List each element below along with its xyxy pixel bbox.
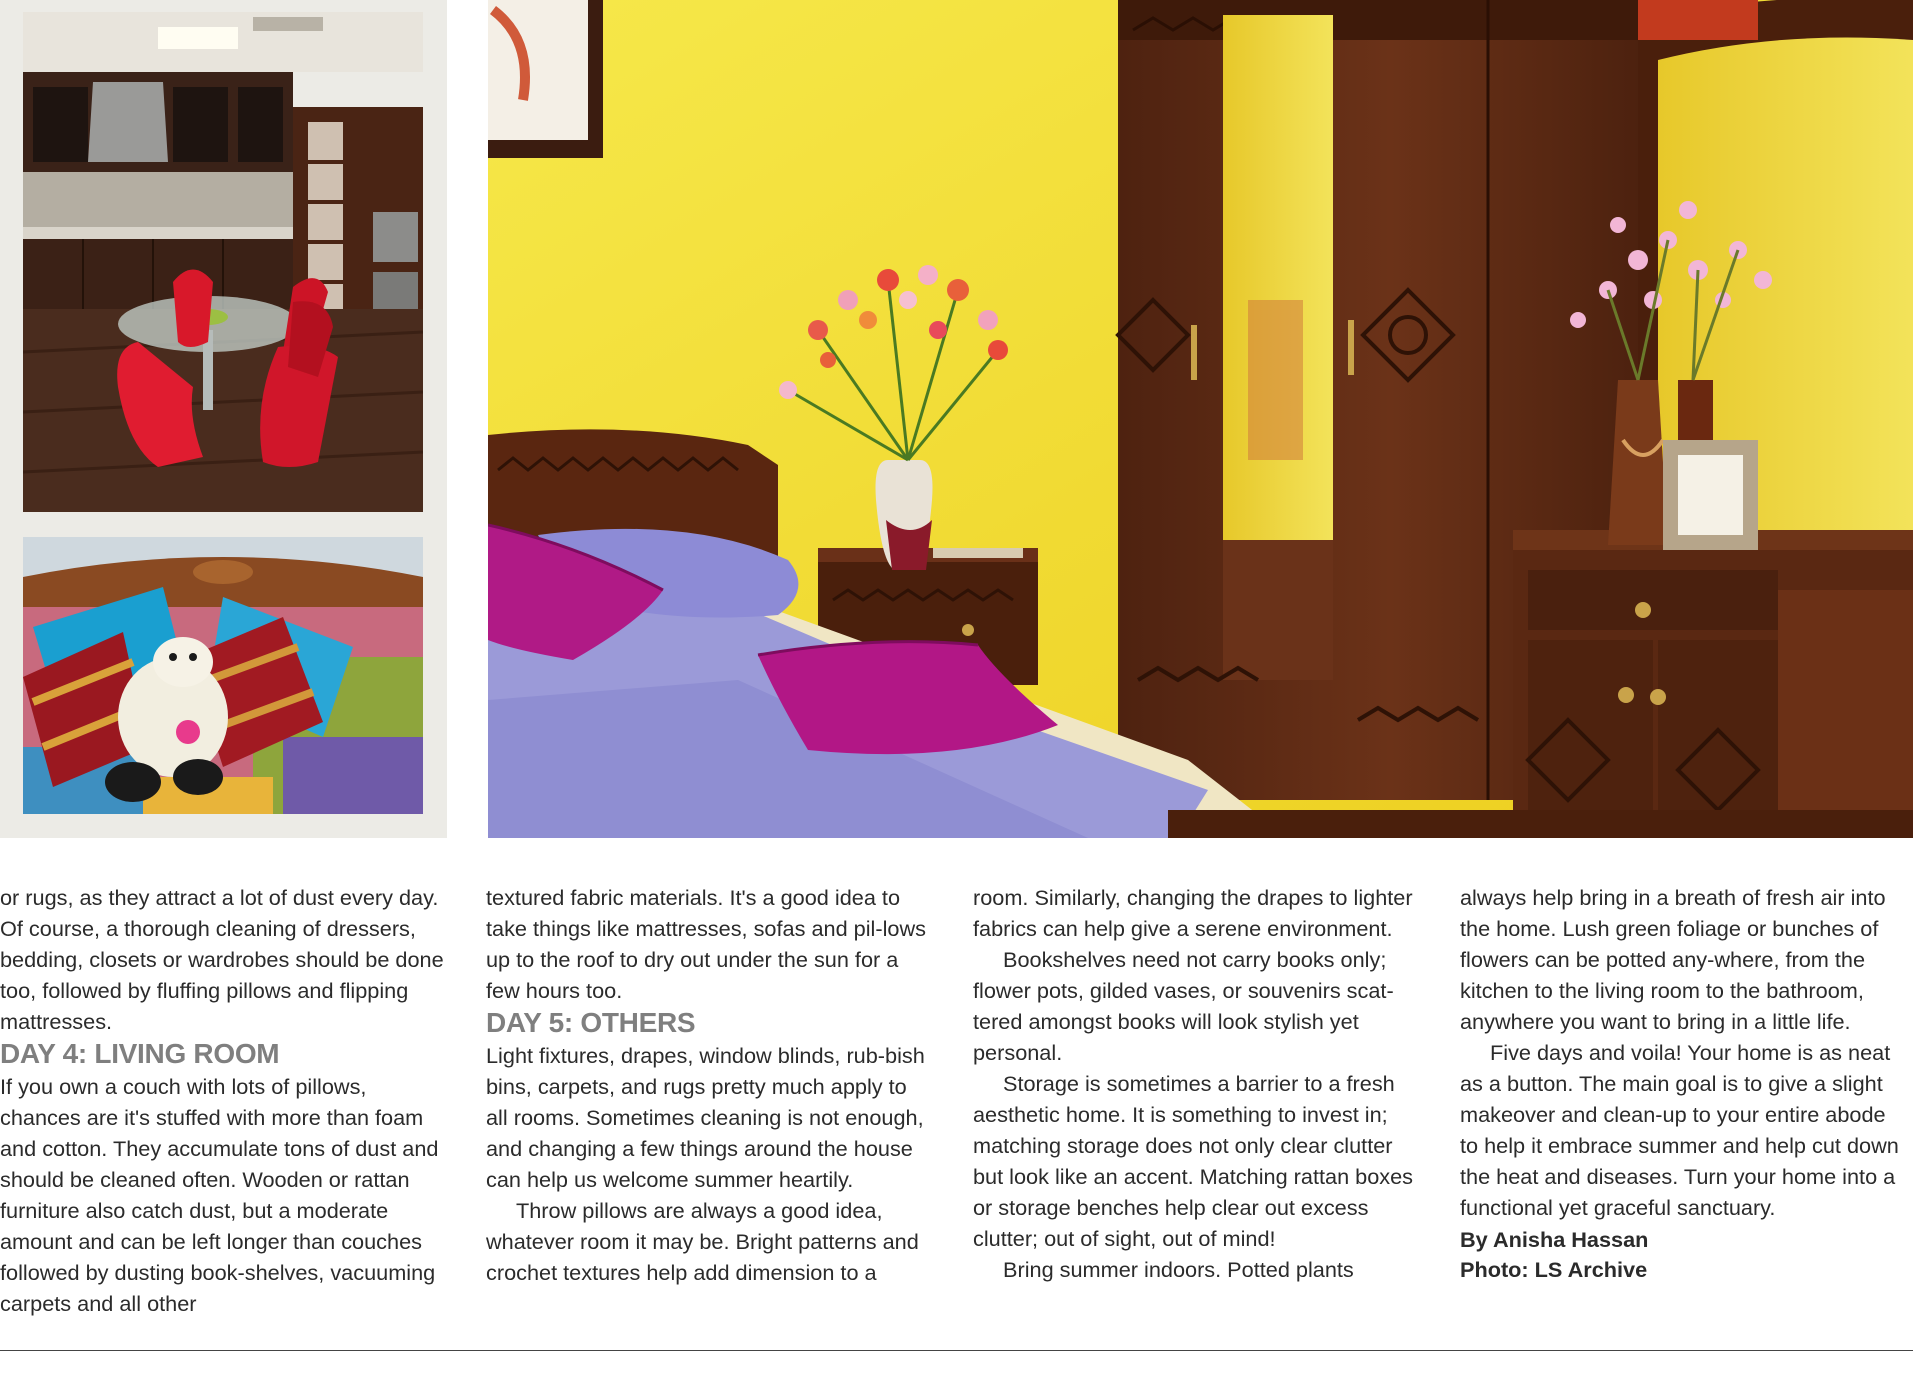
- article-paragraph: Five days and voila! Your home is as neat as a button. The main goal is to give a slight makeover and clean-up to your entire abode to help it embrace summer and help cut down the heat and diseases. Turn your home into a functional yet graceful sanctuary.: [1460, 1040, 1899, 1220]
- bed-cushions-photo: [23, 537, 423, 814]
- article-paragraph: textured fabric materials. It's a good idea to take things like mattresses, sofas and pil-lows up to the roof to dry out under the sun for a few hours too.: [486, 885, 926, 1003]
- section-heading-day4: DAY 4: LIVING ROOM: [0, 1038, 280, 1069]
- article-paragraph: room. Similarly, changing the drapes to lighter fabrics can help give a serene environment.: [973, 885, 1413, 941]
- article-paragraph: Light fixtures, drapes, window blinds, rub-bish bins, carpets, and rugs pretty much apply to all rooms. Sometimes cleaning is not enough, and changing a few things around the house can help us welcome summer heartily.: [486, 1043, 925, 1192]
- article-paragraph: If you own a couch with lots of pillows, chances are it's stuffed with more than foam and cotton. They accumulate tons of dust and should be cleaned often. Wooden or rattan furniture also catch dust, but a moderate amount and can be left longer than couches followed by dusting book-shelves, vacuuming carpets and all other: [0, 1074, 439, 1316]
- article-paragraph: Storage is sometimes a barrier to a fresh aesthetic home. It is something to invest in; matching storage does not only clear clutter but look like an accent. Matching rattan boxes or storage benches help clear out excess clutter; out of sight, out of mind!: [973, 1071, 1414, 1251]
- byline-block: [1460, 1225, 1905, 1285]
- bedroom-photo: [488, 0, 1913, 838]
- article-column-3: [973, 882, 1418, 1285]
- article-column-1: [0, 882, 445, 1319]
- article-paragraph: Throw pillows are always a good idea, whatever room it may be. Bright patterns and crochet textures help add dimension to a: [486, 1198, 919, 1285]
- section-heading-day5: DAY 5: OTHERS: [486, 1007, 696, 1038]
- kitchen-dining-photo: [23, 12, 423, 512]
- bottom-rule: [0, 1350, 1913, 1351]
- author-byline: By Anisha Hassan: [1460, 1227, 1649, 1252]
- article-paragraph: Bring summer indoors. Potted plants: [1003, 1257, 1354, 1282]
- article-paragraph: or rugs, as they attract a lot of dust every day. Of course, a thorough cleaning of dressers, bedding, closets or wardrobes should be done too, followed by fluffing pillows and flipping mattresses.: [0, 885, 444, 1034]
- photo-credit: Photo: LS Archive: [1460, 1257, 1648, 1282]
- article-paragraph: Bookshelves need not carry books only; flower pots, gilded vases, or souvenirs scat-tered amongst books will look stylish yet personal.: [973, 947, 1394, 1065]
- article-column-2: [486, 882, 931, 1288]
- article-column-4: [1460, 882, 1905, 1285]
- article-paragraph: always help bring in a breath of fresh air into the home. Lush green foliage or bunches of flowers can be potted any-where, from the kitchen to the living room to the bathroom, anywhere you want to bring in a little life.: [1460, 885, 1886, 1034]
